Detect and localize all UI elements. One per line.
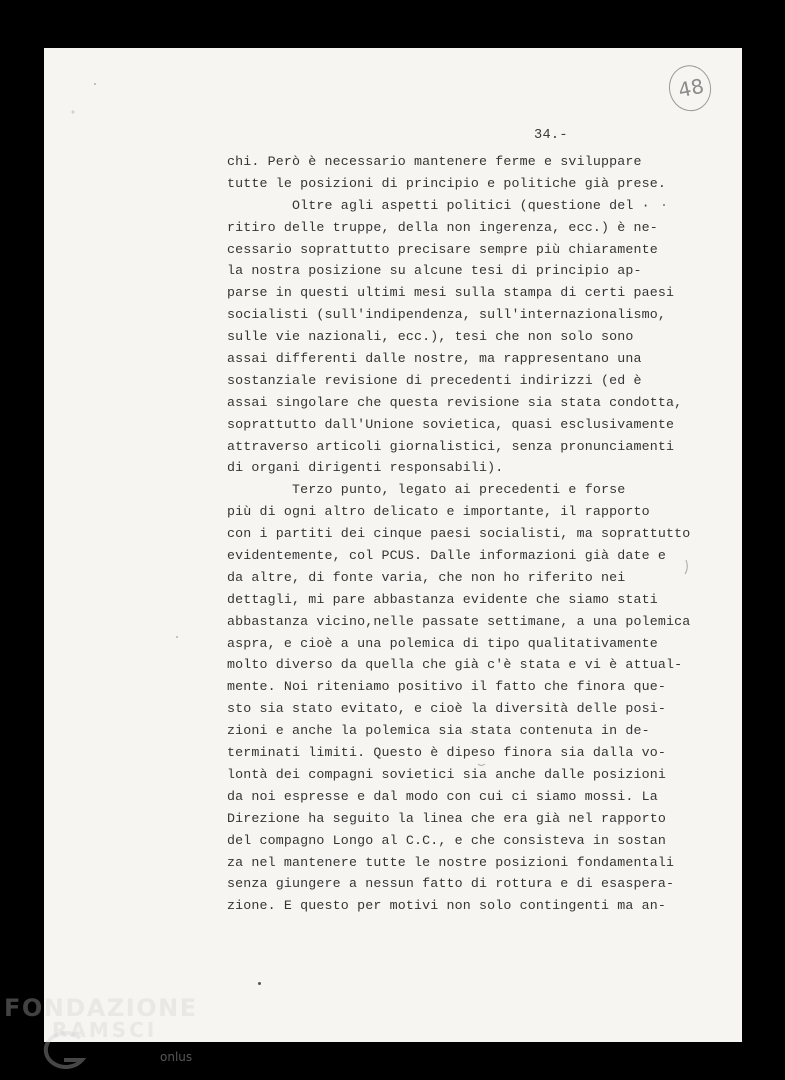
- text-line: dettagli, mi pare abbastanza evidente che siamo stati: [227, 591, 658, 607]
- text-line: Terzo punto, legato ai precedenti e forse: [227, 482, 626, 498]
- fondazione-gramsci-watermark: [4, 994, 204, 1076]
- text-line: senza giungere a nessun fatto di rottura e di esaspera-: [227, 876, 675, 892]
- text-line: sostanziale revisione di precedenti indirizzi (ed è: [227, 372, 642, 388]
- text-line: del compagno Longo al C.C., e che consisteva in sostan: [227, 832, 666, 848]
- text-line: za nel mantenere tutte le nostre posizioni fondamentali: [227, 854, 675, 870]
- text-line: la nostra posizione su alcune tesi di principio ap-: [227, 263, 642, 279]
- speck: [94, 83, 96, 85]
- watermark-onlus: onlus: [160, 1050, 193, 1064]
- text-line: aspra, e cioè a una polemica di tipo qualitativamente: [227, 635, 658, 651]
- archive-stamp: 48: [668, 63, 714, 114]
- page-dot: [258, 982, 261, 985]
- text-line: cessario soprattutto precisare sempre più chiaramente: [227, 241, 658, 257]
- text-line: zione. E questo per motivi non solo contingenti ma an-: [227, 898, 666, 914]
- text-line: Oltre agli aspetti politici (questione del ·: [227, 197, 650, 213]
- text-line: evidentemente, col PCUS. Dalle informazioni già date e: [227, 548, 666, 564]
- text-line: da altre, di fonte varia, che non ho riferito nei: [227, 569, 626, 585]
- typed-text-body: [227, 151, 697, 917]
- speck: [176, 636, 178, 638]
- text-line: assai differenti dalle nostre, ma rappresentano una: [227, 351, 642, 367]
- text-line: lontà dei compagni sovietici sia anche dalle posizioni: [227, 766, 666, 782]
- text-line: assai singolare che questa revisione sia stata condotta,: [227, 394, 683, 410]
- text-line: tutte le posizioni di principio e politiche già prese.: [227, 175, 666, 191]
- text-line: da noi espresse e dal modo con cui ci siamo mossi. La: [227, 788, 658, 804]
- text-line: sulle vie nazionali, ecc.), tesi che non solo sono: [227, 329, 634, 345]
- text-line: soprattutto dall'Unione sovietica, quasi esclusivamente: [227, 416, 675, 432]
- text-line: attraverso articoli giornalistici, senza pronunciamenti: [227, 438, 675, 454]
- text-line: Direzione ha seguito la linea che era già nel rapporto: [227, 810, 666, 826]
- page-number: 34.-: [534, 128, 568, 143]
- text-line: più di ogni altro delicato e importante, il rapporto: [227, 504, 650, 520]
- text-line: molto diverso da quella che già c'è stata e vi è attual-: [227, 657, 683, 673]
- text-line: sto sia stato evitato, e cioè la diversità delle posi-: [227, 701, 666, 717]
- watermark-title: FONDAZIONE: [4, 994, 198, 1022]
- text-line: mente. Noi riteniamo positivo il fatto che finora que-: [227, 679, 666, 695]
- text-line: abbastanza vicino,nelle passate settimane, a una polemica: [227, 613, 691, 629]
- watermark-subtitle: RAMSCI: [52, 1018, 158, 1042]
- text-line: con i partiti dei cinque paesi socialisti, ma soprattutto: [227, 526, 691, 542]
- text-line: socialisti (sull'indipendenza, sull'internazionalismo,: [227, 307, 666, 323]
- text-line: ritiro delle truppe, della non ingerenza, ecc.) è ne-: [227, 219, 658, 235]
- text-line: parse in questi ultimi mesi sulla stampa di certi paesi: [227, 285, 675, 301]
- text-line: zioni e anche la polemica sia stata contenuta in de-: [227, 723, 650, 739]
- text-line: terminati limiti. Questo è dipeso finora sia dalla vo-: [227, 745, 666, 761]
- text-line: chi. Però è necessario mantenere ferme e sviluppare: [227, 154, 642, 169]
- speck: [72, 111, 75, 114]
- text-line: di organi dirigenti responsabili).: [227, 460, 504, 476]
